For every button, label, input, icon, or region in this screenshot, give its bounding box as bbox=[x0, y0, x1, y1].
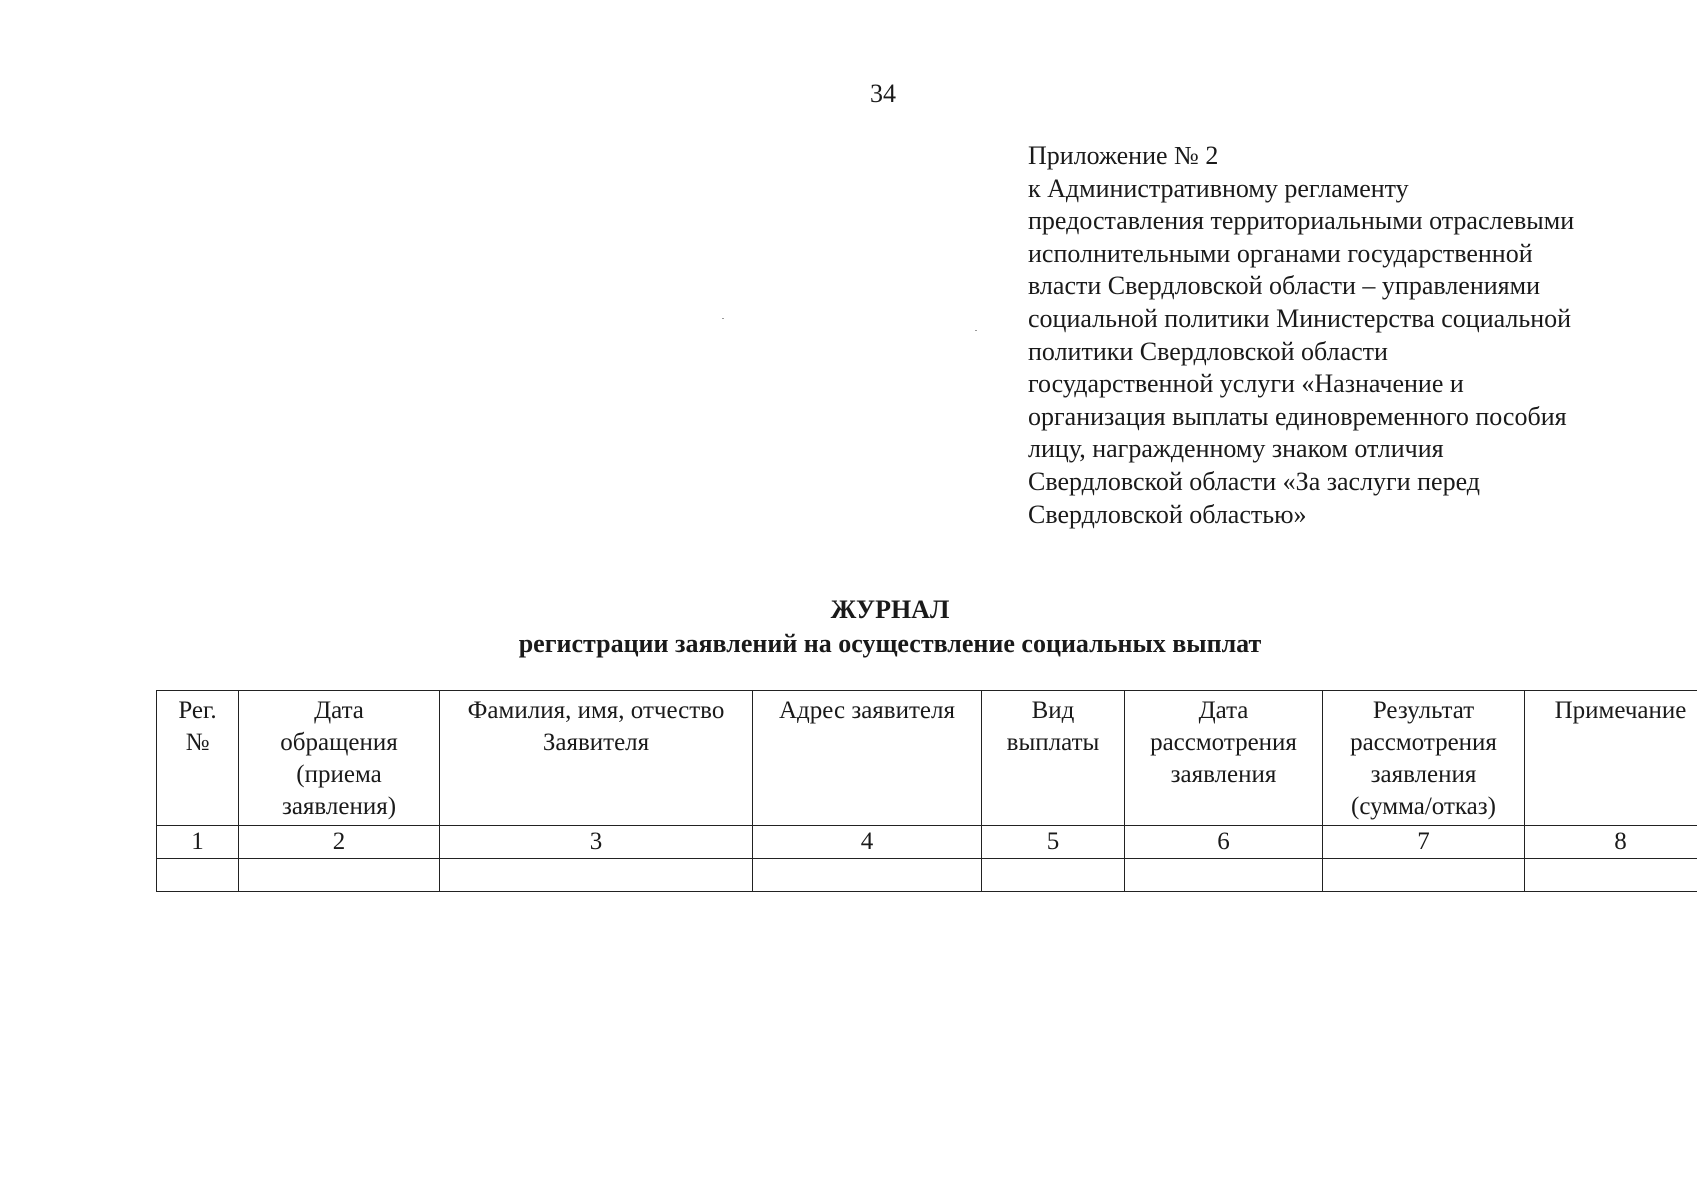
scan-speck bbox=[975, 330, 977, 331]
column-number: 1 bbox=[157, 826, 239, 859]
header-text-line: рассмотрения bbox=[1150, 729, 1297, 756]
empty-cell bbox=[1525, 859, 1697, 892]
appendix-line: политики Свердловской области bbox=[1028, 336, 1388, 366]
journal-title: ЖУРНАЛ bbox=[830, 595, 950, 624]
header-payment-type bbox=[982, 691, 1125, 826]
appendix-block bbox=[1028, 140, 1668, 531]
appendix-line: Свердловской области «За заслуги перед bbox=[1028, 466, 1481, 496]
header-text-line: Рег. bbox=[178, 697, 217, 724]
header-text-line: рассмотрения bbox=[1350, 729, 1497, 756]
journal-table-container bbox=[156, 690, 1697, 892]
empty-cell bbox=[753, 859, 982, 892]
header-text-line: заявления bbox=[1170, 761, 1277, 788]
header-note bbox=[1525, 691, 1697, 826]
header-text-line: Вид bbox=[1031, 697, 1075, 724]
empty-cell bbox=[1323, 859, 1525, 892]
header-applicant-name bbox=[440, 691, 753, 826]
column-number: 8 bbox=[1525, 826, 1697, 859]
header-request-date bbox=[239, 691, 440, 826]
header-text-line: Дата bbox=[1198, 697, 1249, 724]
appendix-line: социальной политики Министерства социальной bbox=[1028, 303, 1572, 333]
column-number: 7 bbox=[1323, 826, 1525, 859]
header-text-line: Дата bbox=[314, 697, 364, 724]
appendix-line: организация выплаты единовременного пособия bbox=[1028, 401, 1567, 431]
appendix-line: исполнительными органами государственной bbox=[1028, 238, 1533, 268]
appendix-line: Свердловской областью» bbox=[1028, 499, 1307, 529]
empty-cell bbox=[239, 859, 440, 892]
appendix-line: власти Свердловской области – управлениями bbox=[1028, 271, 1540, 301]
table-header-row bbox=[157, 691, 1697, 826]
header-text-line: Результат bbox=[1372, 697, 1475, 724]
header-text-line: № bbox=[185, 729, 210, 756]
header-reg-number bbox=[157, 691, 239, 826]
empty-cell bbox=[982, 859, 1125, 892]
header-text-line: заявления bbox=[1370, 761, 1477, 788]
column-number: 4 bbox=[753, 826, 982, 859]
header-text-line: (приема bbox=[296, 761, 382, 788]
header-review-date bbox=[1125, 691, 1323, 826]
appendix-line: государственной услуги «Назначение и bbox=[1028, 369, 1464, 399]
table-column-number-row bbox=[157, 826, 1697, 859]
scan-speck bbox=[722, 318, 724, 319]
journal-table bbox=[156, 690, 1697, 892]
header-text-line: выплаты bbox=[1006, 729, 1100, 756]
column-number: 3 bbox=[440, 826, 753, 859]
header-text-line: (сумма/отказ) bbox=[1351, 793, 1496, 820]
column-number: 5 bbox=[982, 826, 1125, 859]
header-applicant-address bbox=[753, 691, 982, 826]
header-review-result bbox=[1323, 691, 1525, 826]
column-number: 6 bbox=[1125, 826, 1323, 859]
header-text-line: Фамилия, имя, отчество bbox=[467, 697, 725, 724]
header-text-line: заявления) bbox=[281, 793, 397, 820]
empty-cell bbox=[440, 859, 753, 892]
appendix-line: Приложение № 2 bbox=[1028, 141, 1219, 170]
appendix-line: предоставления территориальными отраслевыми bbox=[1028, 206, 1575, 236]
header-text-line: Адрес заявителя bbox=[779, 697, 955, 724]
header-text-line: Заявителя bbox=[542, 729, 650, 756]
header-text-line: обращения bbox=[280, 729, 398, 756]
table-empty-row bbox=[157, 859, 1697, 892]
empty-cell bbox=[157, 859, 239, 892]
column-number: 2 bbox=[239, 826, 440, 859]
appendix-line: лицу, награжденному знаком отличия bbox=[1028, 434, 1444, 464]
journal-subtitle: регистрации заявлений на осуществление социальных выплат bbox=[518, 629, 1262, 658]
empty-cell bbox=[1125, 859, 1323, 892]
header-text-line: Примечание bbox=[1554, 697, 1687, 724]
appendix-line: к Административному регламенту bbox=[1028, 173, 1409, 203]
page-number: 34 bbox=[870, 79, 896, 108]
